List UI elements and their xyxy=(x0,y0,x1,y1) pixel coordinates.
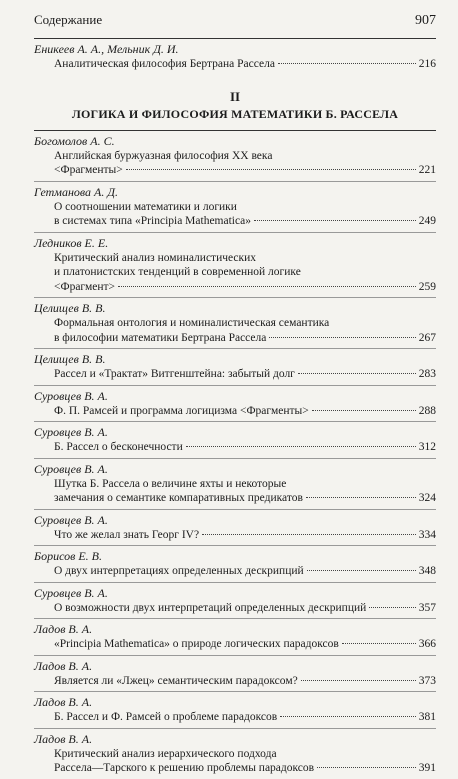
section-number: II xyxy=(229,88,241,104)
toc-entry xyxy=(34,349,436,386)
leader-dots xyxy=(312,410,416,411)
entry-title-text: Б. Рассел о бесконечности xyxy=(54,441,183,453)
entry-title-text: <Фрагмент> xyxy=(54,280,116,293)
entry-author: Суровцев В. А. xyxy=(34,425,108,439)
entry-title-text: О возможности двух интерпретаций определенных дескрипций xyxy=(54,601,367,614)
entry-title-line xyxy=(34,528,436,543)
entry-title-line xyxy=(34,251,436,266)
page-header xyxy=(34,0,436,34)
leader-dots xyxy=(306,497,416,498)
entry-page: 391 xyxy=(418,762,436,774)
toc-entry xyxy=(34,182,436,233)
leader-dots xyxy=(307,570,416,571)
entry-author: Ладов В. А. xyxy=(34,622,93,636)
entry-page: 283 xyxy=(418,368,436,380)
entry-author: Целищев В. В. xyxy=(34,352,106,366)
leader-dots xyxy=(186,446,416,447)
leader-dots xyxy=(269,337,415,338)
entry-author: Еникеев А. А., Мельник Д. И. xyxy=(34,42,179,56)
entry-page: 334 xyxy=(418,528,436,541)
entry-author: Суровцев В. А. xyxy=(34,585,108,600)
leader-dots xyxy=(278,63,416,64)
entry-title-text: в системах типа «Principia Mathematica» xyxy=(54,215,251,227)
entry-author: Суровцев В. А. xyxy=(34,461,108,476)
entry-title-line xyxy=(34,163,436,178)
entry-author: Богомолов А. С. xyxy=(34,133,115,148)
entry-page: 373 xyxy=(418,674,436,687)
entry-title-text: О двух интерпретациях определенных дескрипций xyxy=(54,565,304,577)
entry-title-text: Рассела—Тарского к решению проблемы парадоксов xyxy=(54,762,315,774)
entry-title-line xyxy=(34,316,436,331)
toc-entry xyxy=(34,233,436,299)
toc-entry xyxy=(34,729,436,779)
entry-page: 324 xyxy=(418,492,436,504)
entry-page: 366 xyxy=(418,638,436,650)
entry-page: 216 xyxy=(418,58,436,70)
entry-title-text: в философии математики Бертрана Рассела xyxy=(54,331,267,344)
entry-title-text: Ф. П. Рамсей и программа логицизма <Фрагменты> xyxy=(54,404,309,417)
entry-author: Ладов В. А. xyxy=(34,658,93,673)
entry-title-text: Б. Рассел и Ф. Рамсей о проблеме парадоксов xyxy=(54,711,278,723)
entry-title-text: Английская буржуазная философия XX века xyxy=(54,149,273,162)
entry-title-line xyxy=(34,564,436,579)
entry-title-text: <Фрагменты> xyxy=(54,164,123,176)
entry-author: Борисов Е. В. xyxy=(34,549,102,563)
entry-author: Целищев В. В. xyxy=(34,301,106,315)
leader-dots xyxy=(126,169,416,170)
entry-page: 249 xyxy=(418,215,436,227)
toc-entry xyxy=(34,692,436,729)
leader-dots xyxy=(254,220,416,221)
entry-title-text: «Principia Mathematica» о природе логических парадоксов xyxy=(54,638,339,650)
entry-title-text: Критический анализ номиналистических xyxy=(54,251,257,264)
entry-title-text: и платонистских тенденций в современной логике xyxy=(54,266,301,278)
entry-page: 221 xyxy=(418,164,436,176)
entry-title-text: Шутка Б. Рассела о величине яхты и некоторые xyxy=(54,477,287,490)
entry-title-line xyxy=(34,57,436,72)
toc-entries xyxy=(34,131,436,779)
entry-title-line xyxy=(34,637,436,652)
entry-title-line xyxy=(34,214,436,229)
leader-dots xyxy=(369,607,415,608)
entry-title-line xyxy=(34,477,436,492)
entry-title-text: Формальная онтология и номиналистическая семантика xyxy=(54,317,330,329)
toc-entry xyxy=(34,459,436,510)
entry-author: Гетманова А. Д. xyxy=(34,184,119,199)
toc-entry xyxy=(34,583,436,620)
toc-entry xyxy=(34,39,436,75)
entry-title-line xyxy=(34,710,436,725)
leader-dots xyxy=(118,286,416,287)
leader-dots xyxy=(202,534,416,535)
entry-page: 312 xyxy=(418,441,436,453)
top-entry xyxy=(34,39,436,75)
entry-title-text: Критический анализ иерархического подхода xyxy=(54,747,277,760)
entry-title-line xyxy=(34,491,436,506)
entry-title-text: Аналитическая философия Бертрана Рассела xyxy=(54,58,275,70)
toc-entry xyxy=(34,619,436,656)
entry-page: 259 xyxy=(418,280,436,293)
entry-title-line xyxy=(34,761,436,776)
toc-entry xyxy=(34,510,436,547)
entry-page: 267 xyxy=(418,331,436,344)
entry-title-line xyxy=(34,404,436,419)
entry-page: 348 xyxy=(418,565,436,577)
toc-entry xyxy=(34,298,436,349)
toc-entry xyxy=(34,546,436,583)
toc-entry xyxy=(34,131,436,182)
entry-page: 288 xyxy=(418,404,436,417)
leader-dots xyxy=(280,716,416,717)
entry-author: Ладов В. А. xyxy=(34,731,93,746)
entry-page: 357 xyxy=(418,601,436,614)
page-number: 907 xyxy=(415,13,436,28)
entry-title-line xyxy=(34,674,436,689)
entry-title-line xyxy=(34,149,436,164)
entry-title-text: Рассел и «Трактат» Витгенштейна: забытый долг xyxy=(54,368,295,380)
entry-title-text: замечания о семантике компаративных предикатов xyxy=(54,492,303,504)
entry-title-line xyxy=(34,747,436,762)
section-heading xyxy=(34,89,436,122)
entry-title-text: Является ли «Лжец» семантическим парадоксом? xyxy=(54,674,298,687)
toc-entry xyxy=(34,656,436,693)
entry-title-line xyxy=(34,280,436,295)
entry-title-line xyxy=(34,331,436,346)
entry-title-line xyxy=(34,367,436,382)
toc-entry xyxy=(34,422,436,459)
entry-page: 381 xyxy=(418,711,436,723)
leader-dots xyxy=(317,767,416,768)
entry-title-text: О соотношении математики и логики xyxy=(54,200,237,213)
entry-title-text: Что же желал знать Георг IV? xyxy=(54,528,200,541)
entry-author: Суровцев В. А. xyxy=(34,388,108,403)
leader-dots xyxy=(298,373,416,374)
entry-title-line xyxy=(34,440,436,455)
leader-dots xyxy=(301,680,416,681)
entry-author: Ладов В. А. xyxy=(34,695,93,709)
entry-title-line xyxy=(34,200,436,215)
entry-title-line xyxy=(34,601,436,616)
entry-author: Ледников Е. Е. xyxy=(34,235,109,250)
running-title: Содержание xyxy=(34,12,103,27)
toc-entry xyxy=(34,386,436,423)
entry-title-line xyxy=(34,265,436,280)
leader-dots xyxy=(342,643,416,644)
entry-author: Суровцев В. А. xyxy=(34,512,108,527)
section-title: ЛОГИКА И ФИЛОСОФИЯ МАТЕМАТИКИ Б. РАССЕЛА xyxy=(71,106,399,121)
